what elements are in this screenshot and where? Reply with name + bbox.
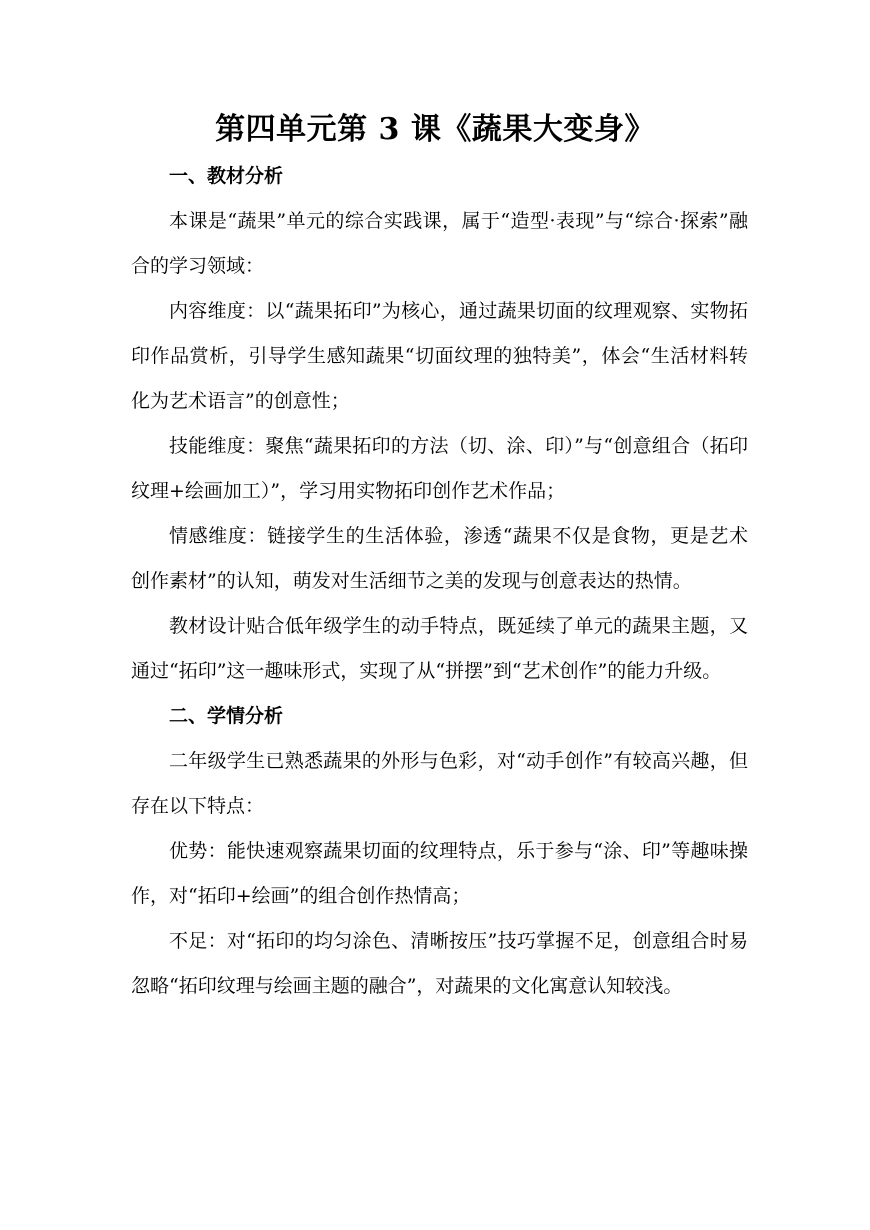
paragraph-intro: 本课是“蔬果”单元的综合实践课，属于“造型·表现”与“综合·探索”融合的学习领域： <box>131 210 748 277</box>
paragraph-content-dimension: 内容维度：以“蔬果拓印”为核心，通过蔬果切面的纹理观察、实物拓印作品赏析，引导学生感知蔬果“切面纹理的独特美”，体会“生活材料转化为艺术语言”的创意性； <box>131 300 748 412</box>
section-heading-student-analysis: 二、学情分析 <box>169 705 284 727</box>
paragraph-textbook-design: 教材设计贴合低年级学生的动手特点，既延续了单元的蔬果主题，又通过“拓印”这一趣味形式，实现了从“拼摆”到“艺术创作”的能力升级。 <box>131 615 748 682</box>
document-body <box>131 154 748 1009</box>
section-heading-textbook-analysis: 一、教材分析 <box>169 165 284 187</box>
paragraph-emotion-dimension: 情感维度：链接学生的生活体验，渗透“蔬果不仅是食物，更是艺术创作素材”的认知，萌发对生活细节之美的发现与创意表达的热情。 <box>131 525 748 592</box>
document-title: 第四单元第 3 课《蔬果大变身》 <box>215 112 655 147</box>
paragraph-student-intro: 二年级学生已熟悉蔬果的外形与色彩，对“动手创作”有较高兴趣，但存在以下特点： <box>131 750 748 817</box>
paragraph-skill-dimension: 技能维度：聚焦“蔬果拓印的方法（切、涂、印）”与“创意组合（拓印纹理+绘画加工）”，学习用实物拓印创作艺术作品； <box>131 435 748 502</box>
paragraph-weaknesses: 不足：对“拓印的均匀涂色、清晰按压”技巧掌握不足，创意组合时易忽略“拓印纹理与绘画主题的融合”，对蔬果的文化寓意认知较浅。 <box>131 930 748 997</box>
paragraph-strengths: 优势：能快速观察蔬果切面的纹理特点，乐于参与“涂、印”等趣味操作，对“拓印+绘画”的组合创作热情高； <box>131 840 748 907</box>
